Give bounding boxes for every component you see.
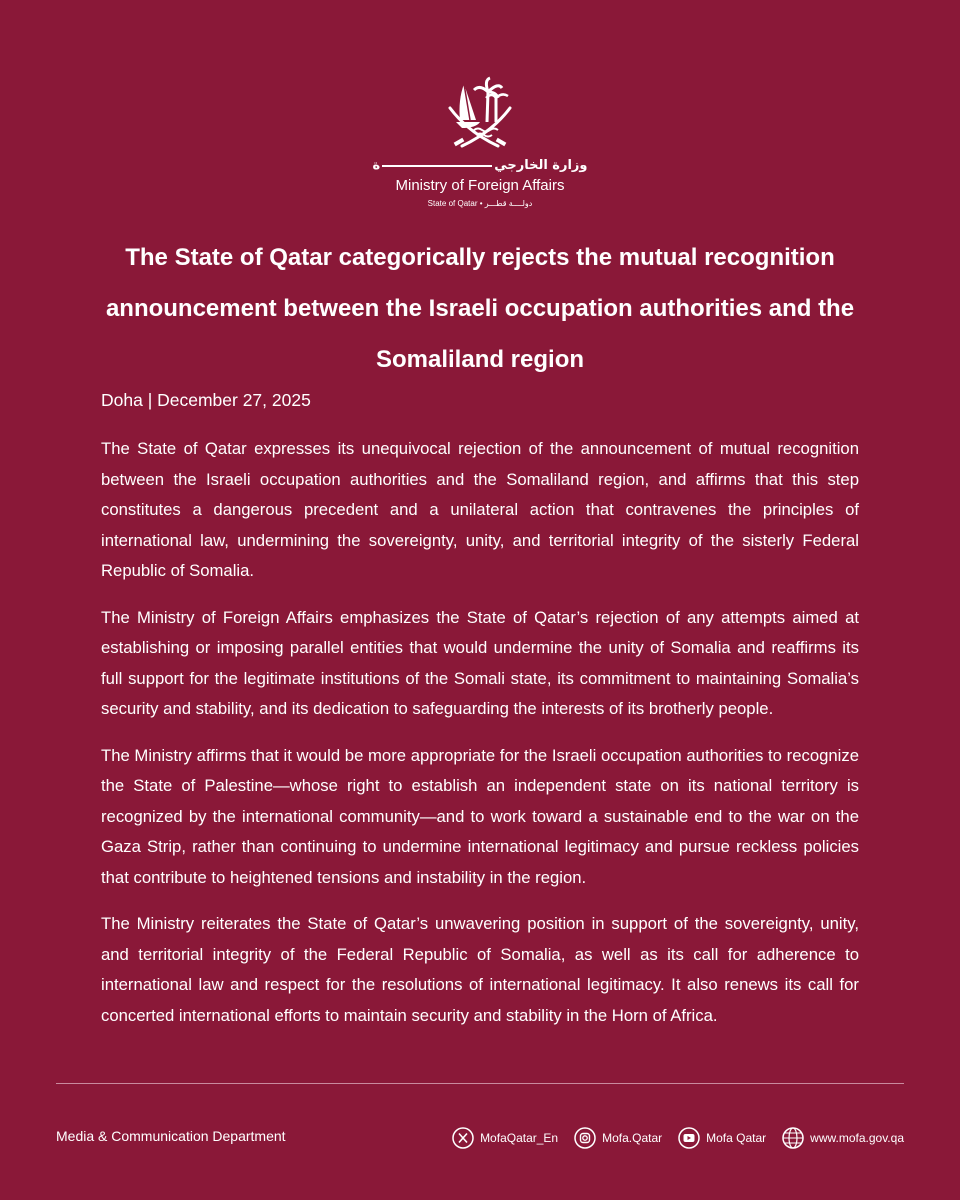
social-link-website[interactable]: [782, 1127, 904, 1149]
footer-divider: [56, 1083, 904, 1084]
paragraph-4: The Ministry reiterates the State of Qatar’s unwavering position in support of the sovereignty, unity, and territorial integrity of the Federal Republic of Somalia, as well as its call for adherence to international law and respect for the resolutions of international legitimacy. It also renews its call for concerted international efforts to maintain security and stability in the Horn of Africa.: [101, 914, 859, 1025]
ministry-name-arabic: وزارة الخارجية: [372, 158, 588, 173]
page-title: The State of Qatar categorically rejects the mutual recognition announcement between the Israeli occupation authorities and the Somaliland region: [105, 244, 855, 373]
social-label-instagram: Mofa.Qatar: [602, 1131, 663, 1145]
paragraph-3: The Ministry affirms that it would be more appropriate for the Israeli occupation authorities to recognize the State of Palestine—whose right to establish an independent state on its national territory is recognized by the international community—and to work toward a sustainable end to the war on the Gaza Strip, rather than continuing to undermine international legitimacy and pursue reckless policies that contribute to heightened tensions and instability in the region.: [101, 745, 859, 887]
social-links: [452, 1127, 904, 1149]
paragraph-2: The Ministry of Foreign Affairs emphasizes the State of Qatar’s rejection of any attempts aimed at establishing or imposing parallel entities that would undermine the unity of Somalia and reaffirms its full support for the legitimate institutions of the Somali state, its commitment to maintaining Somalia’s security and stability, and its dedication to safeguarding the interests of its brotherly people.: [101, 607, 859, 718]
statement-body: [101, 434, 859, 1047]
social-link-instagram[interactable]: [574, 1127, 662, 1149]
globe-icon: [782, 1127, 804, 1149]
social-link-x[interactable]: [452, 1127, 558, 1149]
social-label-youtube: Mofa Qatar: [706, 1131, 767, 1145]
social-link-youtube[interactable]: [678, 1127, 766, 1149]
dateline: Doha | December 27, 2025: [101, 390, 311, 410]
ministry-name-english: Ministry of Foreign Affairs: [395, 177, 565, 194]
youtube-icon: [678, 1127, 700, 1149]
header: [0, 70, 960, 208]
tatweel-line: [382, 165, 492, 167]
instagram-icon: [574, 1127, 596, 1149]
x-icon: [452, 1127, 474, 1149]
state-of-qatar-label: State of Qatar • دولــــة قطـــر: [427, 199, 533, 208]
department-label: Media & Communication Department: [56, 1128, 286, 1144]
social-label-website: www.mofa.gov.qa: [810, 1131, 904, 1145]
qatar-emblem-icon: [440, 70, 520, 154]
paragraph-1: The State of Qatar expresses its unequivocal rejection of the announcement of mutual recognition between the Israeli occupation authorities and the Somaliland region, and affirms that this step constitutes a dangerous precedent and a unilateral action that contravenes the principles of international law, undermining the sovereignty, unity, and territorial integrity of the sisterly Federal Republic of Somalia.: [101, 439, 859, 580]
social-label-x: MofaQatar_En: [480, 1131, 559, 1145]
